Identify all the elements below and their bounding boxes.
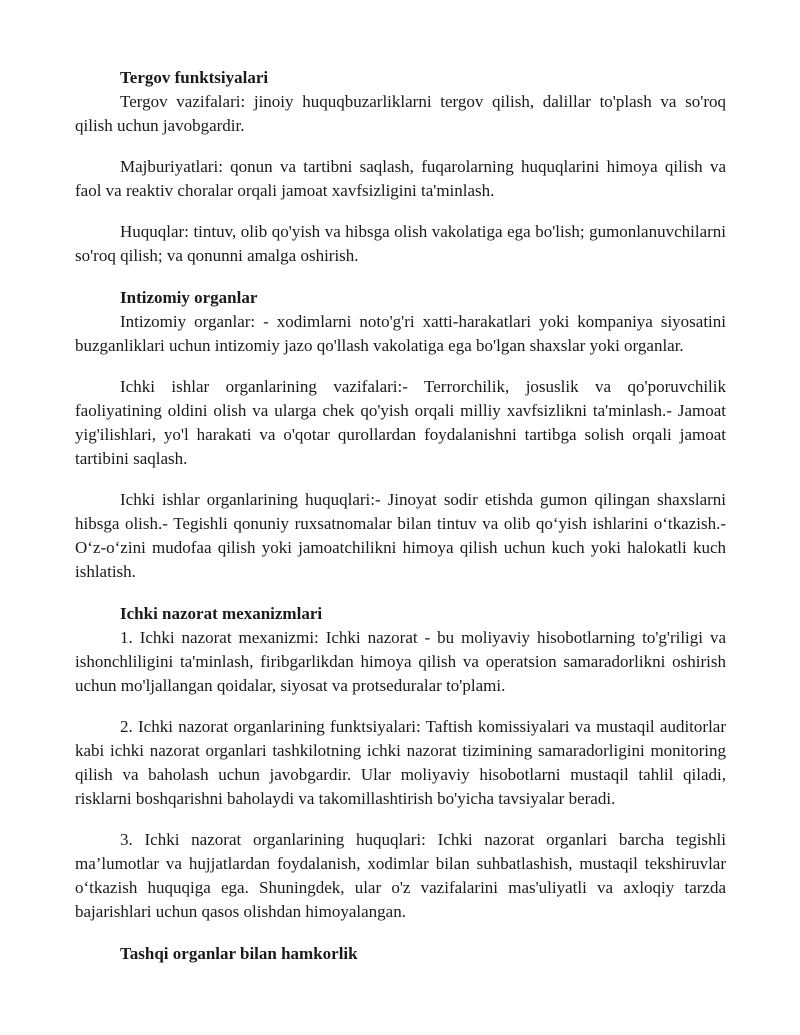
paragraph: 1. Ichki nazorat mexanizmi: Ichki nazorat - bu moliyaviy hisobotlarning to'g'riligi va ishonchliligini ta'minlash, firibgarlikdan himoya qilish va operatsion samaradorlikni oshirish uchun mo'ljallangan qoidalar, siyosat va protseduralar to'plami. <box>75 628 726 695</box>
section-tergov <box>75 66 726 268</box>
section-tashqi-organlar <box>75 942 726 966</box>
section-heading: Tergov funktsiyalari <box>120 68 269 87</box>
section-heading: Tashqi organlar bilan hamkorlik <box>120 944 358 963</box>
paragraph: Ichki ishlar organlarining huquqlari:- Jinoyat sodir etishda gumon qilingan shaxslarni hibsga olish.- Tegishli qonuniy ruxsatnomalar bilan tintuv va olib qo‘yish ishlarini o‘tkazish.- O‘z-o‘zini mudofaa qilish yoki jamoatchilikni himoya qilish uchun kuch yoki halokatli kuch ishlatish. <box>75 490 726 581</box>
paragraph: Tergov vazifalari: jinoiy huquqbuzarliklarni tergov qilish, dalillar to'plash va so'roq qilish uchun javobgardir. <box>75 92 726 135</box>
section-intizomiy <box>75 286 726 584</box>
paragraph: Majburiyatlari: qonun va tartibni saqlash, fuqarolarning huquqlarini himoya qilish va faol va reaktiv choralar orqali jamoat xavfsizligini ta'minlash. <box>75 157 726 200</box>
section-heading: Intizomiy organlar <box>120 288 258 307</box>
paragraph: 2. Ichki nazorat organlarining funktsiyalari: Taftish komissiyalari va mustaqil auditorlar kabi ichki nazorat organlari tashkilotning ichki nazorat tizimining samaradorligini monitoring qilish va baholash uchun javobgardir. Ular moliyaviy hisobotlarni mustaqil tahlil qiladi, risklarni boshqarishni baholaydi va takomillashtirish bo'yicha tavsiyalar beradi. <box>75 717 726 808</box>
document-page <box>75 66 726 966</box>
section-ichki-nazorat <box>75 602 726 924</box>
paragraph: Intizomiy organlar: - xodimlarni noto'g'ri xatti-harakatlari yoki kompaniya siyosatini buzganliklari uchun intizomiy jazo qo'llash vakolatiga ega bo'lgan shaxslar yoki organlar. <box>75 312 726 355</box>
paragraph: Ichki ishlar organlarining vazifalari:- Terrorchilik, josuslik va qo'poruvchilik faoliyatining oldini olish va ularga chek qo'yish orqali milliy xavfsizlikni ta'minlash.- Jamoat yig'ilishlari, yo'l harakati va o'qotar qurollardan foydalanishni tartibga solish orqali jamoat tartibini saqlash. <box>75 377 726 468</box>
section-heading: Ichki nazorat mexanizmlari <box>120 604 323 623</box>
paragraph: Huquqlar: tintuv, olib qo'yish va hibsga olish vakolatiga ega bo'lish; gumonlanuvchilarni so'roq qilish; va qonunni amalga oshirish. <box>75 222 726 265</box>
paragraph: 3. Ichki nazorat organlarining huquqlari: Ichki nazorat organlari barcha tegishli ma’lumotlar va hujjatlardan foydalanish, xodimlar bilan suhbatlashish, mustaqil tekshiruvlar o‘tkazish huquqiga ega. Shuningdek, ular o'z vazifalarini mas'uliyatli va axloqiy tarzda bajarishlari uchun qasos olishdan himoyalangan. <box>75 830 726 921</box>
